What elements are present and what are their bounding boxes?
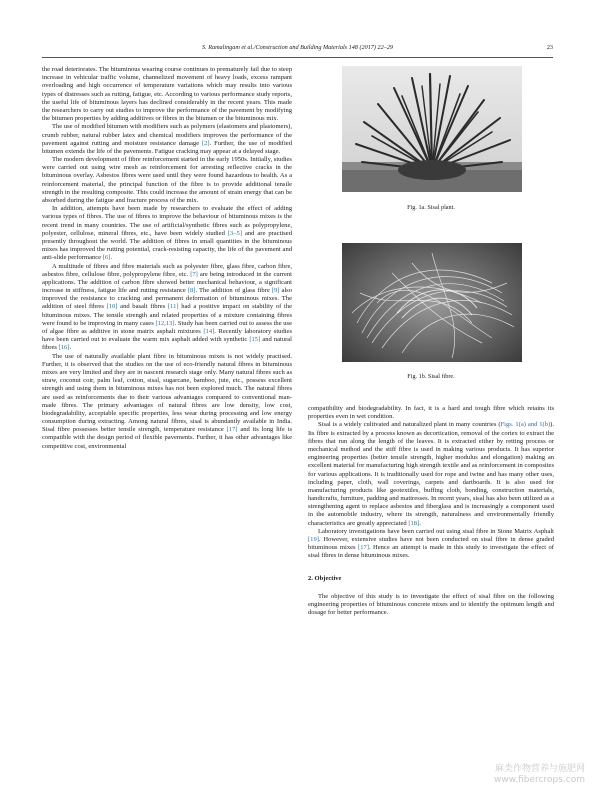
paragraph: In addition, attempts have been made by researchers to evaluate the effect of adding various types of fibres. The use of fibres to improve the behaviour of bituminous mixes is the recent trend in many countries. The use of artificial/synthetic fibres such as polypropylene, polyester, cellulose, mineral fibres, etc., have been widely studied [3–5] and are practised presently throughout the world. The addition of fibres in small quantities in the bituminous mixes has improved the rutting potential, crack-resisting capacity, the life of the pavement and anti-slide performance [6]. xyxy=(42,205,292,262)
paragraph: Sisal is a widely cultivated and naturalized plant in many countries (Figs. 1(a) and 1(b)). Its fibre is extracted by a process known as decortication, removal of the cortex to extract the fibres that run along the length of the leaves. It is extracted either by retting process or mechanical method and the stiff fibre is used in making various products. It has superior engineering properties (better tensile strength, higher modulus and elongation) making an excellent material for manufacturing high strength textile and as reinforcement in composites for various applications. It is traditionally used for rope and twine and has many other uses, including paper, cloth, wall coverings, carpets and dartboards. It is also used for manufacturing products like geotextiles, buffing cloth, bonding, construction materials, handicrafts, furniture, padding and mattresses. In recent years, sisal has also been utilized as a strengthening agent to replace asbestos and fiberglass and is increasingly a component used in the automobile industry, where its strength, naturalness and environmentally friendly characteristics are greatly appreciated [18]. xyxy=(308,421,554,527)
journal-citation: S. Ramalingam et al./Construction and Building Materials 148 (2017) 22–29 xyxy=(202,44,393,51)
paragraph: compatibility and biodegradability. In fact, it is a hard and tough fibre which retains its properties even in wet condition. xyxy=(308,405,554,421)
page-number: 23 xyxy=(546,44,553,51)
citation-link[interactable]: [9] xyxy=(271,287,280,295)
figure-caption: Fig. 1b. Sisal fibre. xyxy=(407,373,455,380)
paragraph: the road deteriorates. The bituminous wearing course continues to prematurely fail due to steep increase in vehicular traffic volume, channelized movement of heavy loads, excess rampant overloading and high occurrence of temperature variations which may results into various types of distresses such as rutting, fatigue, etc. According to various performance study reports, the useful life of bituminous layers has declined considerably in the recent years. This made the researchers to carry out studies to improve the performance of the pavement by modifying the bitumen properties by adding additives or fibres in the bitumen or the bituminous mix. xyxy=(42,66,292,123)
citation-link[interactable]: [2] xyxy=(201,139,210,147)
citation-link[interactable]: [18] xyxy=(408,519,420,527)
citation-link[interactable]: [7] xyxy=(190,270,198,278)
paragraph: The use of modified bitumen with modifiers such as polymers (elastomers and plastomers), crumb rubber, natural rubber latex and chemical modifiers improves the performance of the pavement against rutting and moisture resistance damage [2]. Further, the use of modified bitumen extends the life of the pavements. Fatigue cracking may appear at a delayed stage. xyxy=(42,123,292,155)
paragraph: Laboratory investigations have been carried out using sisal fibre in Stone Matrix Asphalt [19]. However, extensive studies have not been conducted on sisal fibre in dense graded bituminous mixes [17]. Hence an attempt is made in this study to investigate the effect of sisal fibres in dense bituminous mixes. xyxy=(308,527,554,560)
paragraph: The modern development of fibre reinforcement started in the early 1950s. Initially, studies were carried out using wire mesh as reinforcement for arresting reflective cracks in the bituminous overlay. Asbestos fibres were used until they were found hazardous to health. As a reinforcement material, the principal function of the fibre is to provide additional tensile strength in the resulting composite. This could increase the amount of strain energy that can be absorbed during the fatigue and fracture process of the mix. xyxy=(42,156,292,204)
sisal-fibre-photo xyxy=(342,243,522,362)
header-rule xyxy=(42,57,553,58)
citation-link[interactable]: [11] xyxy=(167,303,179,311)
running-header xyxy=(42,44,553,56)
sisal-plant-photo xyxy=(342,66,522,192)
paragraph: A multitude of fibres and fibre materials such as polyester fibre, glass fibre, carbon fibre, asbestos fibre, cellulose fibre, polypropylene fibre, etc. [7] are being introduced in the current applications. The addition of carbon fibre showed better mechanical behaviour, a significant increase in stiffness, fatigue life and rutting resistance [8]. The addition of glass fibre [9] also improved the resistance to cracking and permanent deformation of bituminous mixes. The addition of steel fibres [10] and basalt fibres [11] had a positive impact on stability of the bituminous mixes. The tensile strength and related properties of a mixture containing fibres were found to be improving in many cases [12,13]. Study has been carried out to assess the use of algae fibre as additive in stone matrix asphalt mixtures [14]. Recently laboratory studies have been carried out to evaluate the warm mix asphalt added with synthetic [15] and natural fibres [16]. xyxy=(42,262,293,352)
figure-link[interactable]: Figs. 1(a) and 1(b) xyxy=(500,421,551,429)
citation-link[interactable]: [15] xyxy=(249,336,261,344)
citation-link[interactable]: [19] xyxy=(308,536,319,543)
watermark: 麻类作物营养与施肥网 www.fibercrops.com xyxy=(494,764,585,785)
citation-link[interactable]: [17] xyxy=(358,544,369,552)
citation-link[interactable]: [3–5] xyxy=(227,229,243,237)
citation-link[interactable]: [14] xyxy=(203,328,215,335)
citation-link[interactable]: [12,13] xyxy=(155,319,175,327)
right-column xyxy=(308,405,554,617)
figure-caption: Fig. 1a. Sisal plant. xyxy=(407,204,455,211)
paragraph: The use of naturally available plant fibre in bituminous mixes is not widely practised. Further, it is observed that the studies on the use of eco-friendly natural fibres in bituminous mixes are very limited and they are in nascent research stage only. Many natural fibres such as straw, coconut coir, palm leaf, cotton, sisal, sugarcane, bamboo, jute, etc., possess excellent strength and using them in bituminous mixes has not been explored much. The natural fibres are used as reinforcements due to their various advantages compared to conventional man-made fibres. The primary advantages of natural fibres are low density, low cost, biodegradability, acceptable specific properties, less wear during processing and low energy consumption during extracting. Among natural fibres, sisal is abundantly available in India. Sisal fibre possesses better tensile strength, temperature resistance [17] and its long life is compatible with the design period of flexible pavements. Further, it has other advantages like competitive cost, environmental xyxy=(42,352,292,450)
citation-link[interactable]: [10] xyxy=(106,303,118,311)
citation-link[interactable]: [17] xyxy=(226,426,238,434)
citation-link[interactable]: [8] xyxy=(187,287,196,295)
citation-link[interactable]: [16] xyxy=(58,344,70,352)
citation-link[interactable]: [6] xyxy=(102,254,111,262)
section-heading: 2. Objective xyxy=(308,574,342,582)
left-column xyxy=(42,66,292,451)
paragraph: The objective of this study is to investigate the effect of sisal fibre on the following engineering properties of bituminous concrete mixes and to identify the optimum length and dosage for better performance. xyxy=(308,592,554,617)
